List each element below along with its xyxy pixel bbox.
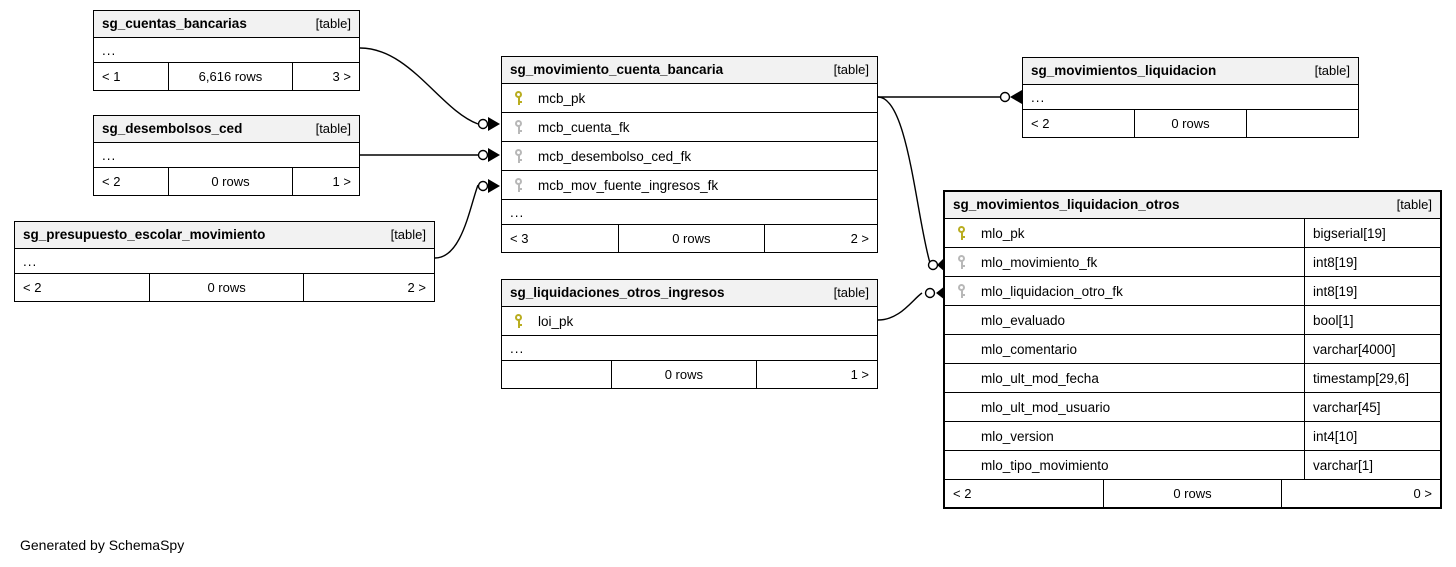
column-type: bool[1] <box>1304 306 1440 334</box>
table-header <box>94 11 359 38</box>
column-type: varchar[4000] <box>1304 335 1440 363</box>
column-row[interactable] <box>502 142 877 171</box>
table-header <box>94 116 359 143</box>
table-name[interactable]: sg_movimientos_liquidacion_otros <box>953 197 1180 212</box>
edge-cuentas-bancarias-to-mcb-cuenta-fk <box>360 48 478 124</box>
column-type: varchar[45] <box>1304 393 1440 421</box>
footer-row-count: 0 rows <box>1103 480 1281 507</box>
edge-arrow <box>488 148 500 162</box>
primary-key-icon <box>945 226 979 241</box>
column-name: mlo_comentario <box>981 341 1078 357</box>
more-columns-ellipsis[interactable]: ... <box>1023 85 1358 110</box>
column-row[interactable] <box>945 422 1440 451</box>
column-type: int8[19] <box>1304 277 1440 305</box>
table-header <box>15 222 434 249</box>
footer-parents-count[interactable]: < 3 <box>510 231 529 246</box>
edge-loi-pk-to-mlo-liquidacion-otro-fk <box>878 293 922 320</box>
more-columns-ellipsis[interactable]: ... <box>15 249 434 274</box>
footer-children-count[interactable] <box>1247 110 1358 137</box>
column-row[interactable] <box>945 364 1440 393</box>
edge-arrow <box>488 117 500 131</box>
column-type: int4[10] <box>1304 422 1440 450</box>
table-type-tag: [table] <box>1314 63 1350 78</box>
edge-endpoint-circle <box>926 289 935 298</box>
table-sg_presupuesto_escolar_movimiento[interactable] <box>14 221 435 302</box>
footer-parents-count[interactable]: < 2 <box>23 280 42 295</box>
column-type: timestamp[29,6] <box>1304 364 1440 392</box>
table-sg_movimientos_liquidacion[interactable] <box>1022 57 1359 138</box>
column-row[interactable] <box>945 219 1440 248</box>
footer-row-count: 0 rows <box>168 168 293 195</box>
column-type: varchar[1] <box>1304 451 1440 479</box>
column-name: mlo_tipo_movimiento <box>981 457 1109 473</box>
column-name: loi_pk <box>538 313 574 329</box>
edge-endpoint-circle <box>929 261 938 270</box>
edge-arrow <box>488 179 500 193</box>
more-columns-ellipsis[interactable]: ... <box>94 143 359 168</box>
footer-children-count[interactable]: 1 > <box>332 174 351 189</box>
table-sg_movimientos_liquidacion_otros[interactable] <box>943 190 1442 509</box>
table-type-tag: [table] <box>1396 197 1432 212</box>
column-row[interactable] <box>502 171 877 200</box>
edge-arrow <box>1010 90 1022 104</box>
footer-children-count[interactable]: 3 > <box>332 69 351 84</box>
primary-key-icon <box>502 314 536 329</box>
column-name: mlo_movimiento_fk <box>981 254 1098 270</box>
column-name: mlo_ult_mod_usuario <box>981 399 1111 415</box>
footer-parents-count[interactable] <box>502 361 611 388</box>
table-footer <box>94 63 359 90</box>
footer-parents-count[interactable]: < 2 <box>1031 116 1050 131</box>
column-name: mlo_version <box>981 428 1054 444</box>
edge-endpoint-circle <box>479 120 488 129</box>
table-footer <box>15 274 434 301</box>
column-type: int8[19] <box>1304 248 1440 276</box>
edge-mcb-pk-to-mlo-movimiento-fk <box>878 97 930 263</box>
table-name[interactable]: sg_liquidaciones_otros_ingresos <box>510 285 725 300</box>
footer-parents-count[interactable]: < 2 <box>102 174 121 189</box>
table-sg_liquidaciones_otros_ingresos[interactable] <box>501 279 878 389</box>
footer-parents-count[interactable]: < 1 <box>102 69 121 84</box>
footer-row-count: 6,616 rows <box>168 63 293 90</box>
table-type-tag: [table] <box>315 16 351 31</box>
table-sg_movimiento_cuenta_bancaria[interactable] <box>501 56 878 253</box>
more-columns-ellipsis[interactable]: ... <box>502 200 877 225</box>
table-header <box>945 192 1440 219</box>
column-row[interactable] <box>502 307 877 336</box>
column-name: mlo_ult_mod_fecha <box>981 370 1099 386</box>
table-type-tag: [table] <box>833 62 869 77</box>
edge-endpoint-circle <box>479 151 488 160</box>
table-name[interactable]: sg_presupuesto_escolar_movimiento <box>23 227 266 242</box>
credit-text: Generated by SchemaSpy <box>20 537 185 553</box>
more-columns-ellipsis[interactable]: ... <box>94 38 359 63</box>
table-type-tag: [table] <box>315 121 351 136</box>
table-sg_cuentas_bancarias[interactable] <box>93 10 360 91</box>
column-row[interactable] <box>945 451 1440 480</box>
table-footer <box>94 168 359 195</box>
table-footer <box>1023 110 1358 137</box>
footer-row-count: 0 rows <box>618 225 764 252</box>
column-name: mcb_desembolso_ced_fk <box>538 148 692 164</box>
table-footer <box>502 225 877 252</box>
column-name: mlo_liquidacion_otro_fk <box>981 283 1123 299</box>
table-name[interactable]: sg_cuentas_bancarias <box>102 16 247 31</box>
table-header <box>502 57 877 84</box>
column-row[interactable] <box>945 277 1440 306</box>
edge-endpoint-circle <box>1001 93 1010 102</box>
column-type: bigserial[19] <box>1304 219 1440 247</box>
foreign-key-icon <box>502 120 536 135</box>
table-name[interactable]: sg_movimiento_cuenta_bancaria <box>510 62 724 77</box>
table-name[interactable]: sg_movimientos_liquidacion <box>1031 63 1217 78</box>
column-name: mcb_pk <box>538 90 586 106</box>
edge-endpoint-circle <box>479 182 488 191</box>
footer-children-count[interactable]: 2 > <box>850 231 869 246</box>
foreign-key-icon <box>945 255 979 270</box>
edge-presupuesto-to-mcb-mov-fuente-fk <box>435 185 478 258</box>
column-row[interactable] <box>945 393 1440 422</box>
primary-key-icon <box>502 91 536 106</box>
footer-children-count[interactable]: 0 > <box>1413 486 1432 501</box>
footer-row-count: 0 rows <box>1134 110 1248 137</box>
table-header <box>1023 58 1358 85</box>
column-row[interactable] <box>945 248 1440 277</box>
table-type-tag: [table] <box>390 227 426 242</box>
table-header <box>502 280 877 307</box>
column-name: mcb_mov_fuente_ingresos_fk <box>538 177 719 193</box>
foreign-key-icon <box>502 178 536 193</box>
foreign-key-icon <box>945 284 979 299</box>
table-type-tag: [table] <box>833 285 869 300</box>
column-name: mlo_pk <box>981 225 1025 241</box>
column-row[interactable] <box>502 113 877 142</box>
footer-row-count: 0 rows <box>611 361 757 388</box>
table-footer <box>945 480 1440 507</box>
more-columns-ellipsis[interactable]: ... <box>502 336 877 361</box>
column-name: mcb_cuenta_fk <box>538 119 630 135</box>
table-footer <box>502 361 877 388</box>
footer-children-count[interactable]: 1 > <box>850 367 869 382</box>
column-row[interactable] <box>945 335 1440 364</box>
column-row[interactable] <box>945 306 1440 335</box>
column-name: mlo_evaluado <box>981 312 1066 328</box>
footer-children-count[interactable]: 2 > <box>407 280 426 295</box>
table-sg_desembolsos_ced[interactable] <box>93 115 360 196</box>
column-row[interactable] <box>502 84 877 113</box>
footer-row-count: 0 rows <box>149 274 304 301</box>
footer-parents-count[interactable]: < 2 <box>953 486 972 501</box>
foreign-key-icon <box>502 149 536 164</box>
table-name[interactable]: sg_desembolsos_ced <box>102 121 243 136</box>
